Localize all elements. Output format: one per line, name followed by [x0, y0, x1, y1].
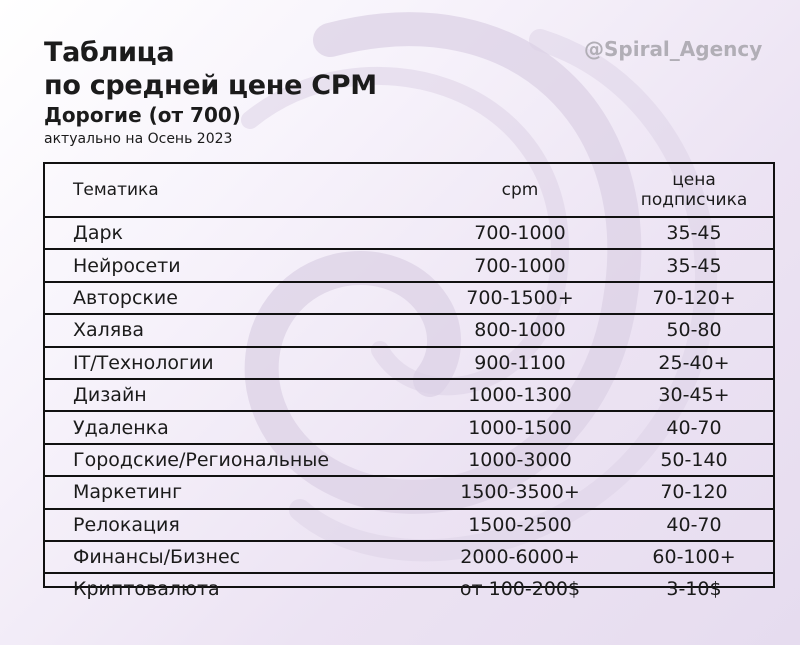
row-topic: Дарк: [73, 222, 124, 245]
row-price: 35-45: [666, 254, 722, 277]
row-topic: Дизайн: [73, 384, 147, 407]
row-cpm: 2000-6000+: [460, 546, 580, 569]
row-price: 70-120: [660, 481, 728, 504]
row-topic: Авторские: [73, 286, 178, 309]
table-row: [45, 248, 773, 280]
column-header-price-line-1: цена: [672, 170, 716, 190]
row-price: 60-100+: [652, 546, 736, 569]
table-row: [45, 281, 773, 313]
row-price: 35-45: [666, 222, 722, 245]
table-row: [45, 410, 773, 442]
row-topic: Удаленка: [73, 416, 169, 439]
row-price: 70-120+: [652, 286, 736, 309]
table-row: [45, 475, 773, 507]
row-cpm: 700-1000: [474, 254, 566, 277]
table-row: [45, 346, 773, 378]
row-topic: Нейросети: [73, 254, 181, 277]
row-topic: Маркетинг: [73, 481, 183, 504]
row-cpm: 1500-2500: [468, 513, 572, 536]
row-cpm: 900-1100: [474, 351, 566, 374]
table-row: [45, 313, 773, 345]
row-cpm: 1000-3000: [468, 448, 572, 471]
row-topic: Криптовалюта: [73, 578, 220, 601]
row-price: 3-10$: [666, 578, 722, 601]
column-header-price: [615, 170, 773, 210]
column-header-cpm: cpm: [501, 180, 539, 200]
table-row: [45, 508, 773, 540]
table-row: [45, 216, 773, 248]
season-note: актуально на Осень 2023: [44, 131, 233, 147]
column-header-price-line-2: подписчика: [640, 190, 748, 210]
row-topic: IT/Технологии: [73, 351, 214, 374]
row-cpm: 1000-1300: [468, 384, 572, 407]
row-price: 25-40+: [658, 351, 730, 374]
row-topic: Халява: [73, 319, 145, 342]
page-title-line-2: по средней цене CPM: [44, 70, 377, 101]
row-price: 50-140: [660, 448, 728, 471]
row-price: 50-80: [666, 319, 722, 342]
table-row: [45, 443, 773, 475]
table-row: [45, 572, 773, 604]
row-cpm: 700-1500+: [466, 286, 574, 309]
header: [44, 36, 377, 149]
table-row: [45, 540, 773, 572]
brand-handle: @Spiral_Agency: [584, 37, 763, 61]
row-cpm: 700-1000: [474, 222, 566, 245]
row-cpm: 1000-1500: [468, 416, 572, 439]
row-price: 40-70: [666, 513, 722, 536]
table-row: [45, 378, 773, 410]
row-price: 40-70: [666, 416, 722, 439]
row-cpm: от 100-200$: [459, 578, 581, 601]
row-topic: Финансы/Бизнес: [73, 546, 241, 569]
row-topic: Релокация: [73, 513, 180, 536]
row-topic: Городские/Региональные: [73, 448, 330, 471]
page-title-line-1: Таблица: [44, 37, 175, 68]
row-price: 30-45+: [658, 384, 730, 407]
page-subtitle: Дорогие (от 700): [44, 103, 241, 127]
table-header-row: [45, 164, 773, 216]
row-cpm: 800-1000: [474, 319, 566, 342]
row-cpm: 1500-3500+: [460, 481, 580, 504]
cpm-table: [43, 162, 775, 601]
column-header-topic: Тематика: [73, 180, 159, 200]
